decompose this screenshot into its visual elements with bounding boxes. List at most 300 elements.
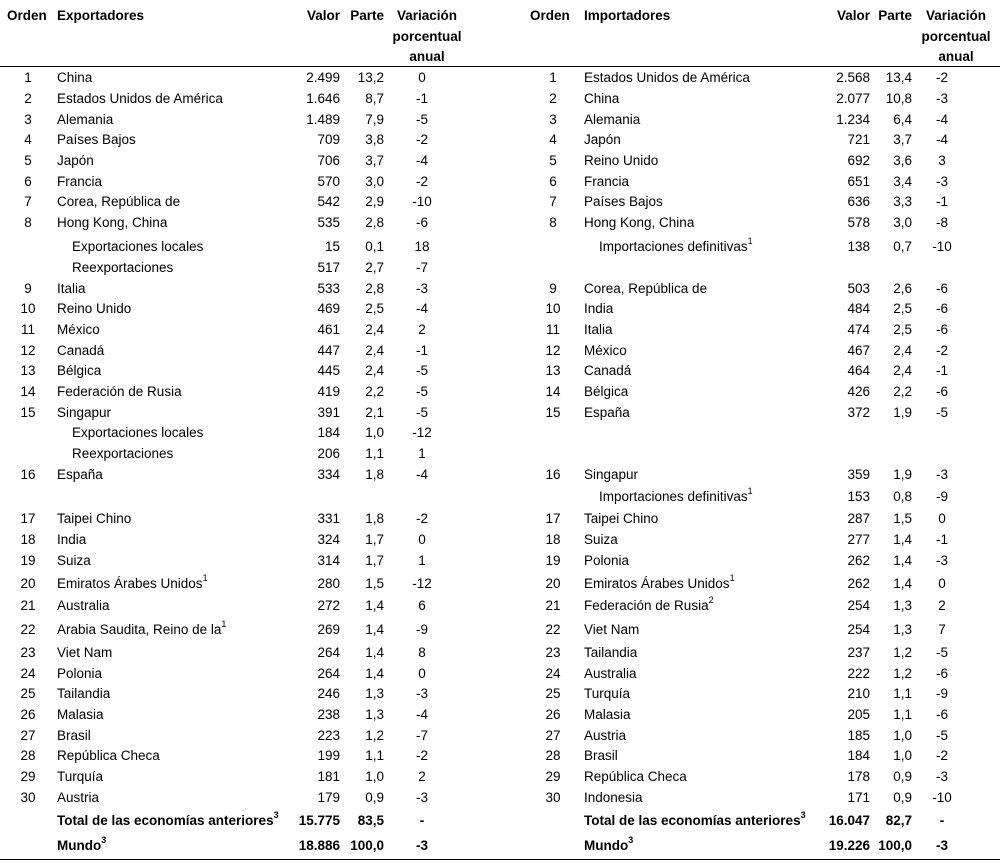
importer-economy-label: Turquía: [584, 686, 631, 701]
exporter-economy-name: [72, 425, 203, 441]
importer-economy-name: [584, 343, 627, 359]
importer-economy-name: [584, 132, 621, 148]
exporter-economy-label: Francia: [57, 174, 103, 189]
exporter-share-cell: 1,4: [365, 622, 384, 637]
exporter-rank-cell: 13: [20, 363, 36, 378]
exporter-change-cell: -3: [415, 686, 428, 701]
importer-share-cell: 1,2: [893, 666, 912, 681]
importer-value-cell: 262: [847, 576, 870, 591]
importer-value-cell: 254: [847, 598, 870, 613]
importer-value-cell: 426: [847, 384, 870, 399]
importer-value-cell: 138: [847, 239, 870, 254]
importer-economy-name: [584, 70, 750, 86]
importer-rank-cell: 24: [545, 666, 561, 681]
exporter-share-cell: 8,7: [365, 91, 384, 106]
exporter-share-cell: 1,4: [365, 598, 384, 613]
exporter-change-cell: -2: [415, 174, 428, 189]
exporter-value-cell: 533: [317, 281, 340, 296]
exporter-share-cell: 2,7: [365, 260, 384, 275]
exporter-change-cell: -5: [415, 363, 428, 378]
importer-rank-cell: 13: [545, 363, 561, 378]
importer-share-cell: 2,4: [893, 343, 912, 358]
importer-value-cell: 372: [847, 405, 870, 420]
exporter-economy-name: [57, 511, 131, 527]
exporter-economy-label: Turquía: [57, 769, 104, 784]
importer-economy-name: [584, 153, 658, 169]
importer-change-cell: -8: [935, 215, 948, 230]
exporter-value-cell: 469: [317, 301, 340, 316]
importer-economy-name: [584, 301, 613, 317]
exporter-economy-label: Reexportaciones: [72, 446, 174, 461]
importer-economy-name: [584, 809, 806, 829]
importer-share-cell: 0,8: [893, 489, 912, 504]
header-parte-left: Parte: [350, 8, 384, 23]
exporter-rank-cell: 25: [20, 686, 36, 701]
importer-change-cell: -1: [935, 363, 948, 378]
importer-economy-name: [584, 281, 707, 297]
importer-economy-name: [584, 384, 628, 400]
importer-rank-cell: 8: [549, 215, 557, 230]
importer-economy-name: [584, 215, 694, 231]
importer-rank-cell: 7: [549, 194, 557, 209]
exporter-change-cell: -7: [415, 728, 428, 743]
importer-change-cell: -3: [935, 467, 948, 482]
exporter-value-cell: 709: [317, 132, 340, 147]
exporter-economy-label: Emiratos Árabes Unidos: [57, 576, 203, 591]
exporter-economy-label: Polonia: [57, 666, 103, 681]
importer-economy-name: [584, 405, 630, 421]
exporter-rank-cell: 28: [20, 748, 36, 763]
importer-change-cell: -5: [935, 645, 948, 660]
exporter-economy-label: China: [57, 70, 93, 85]
exporter-change-cell: -2: [415, 748, 428, 763]
importer-economy-name: [584, 553, 629, 569]
importer-value-cell: 464: [847, 363, 870, 378]
exporter-rank-cell: 1: [24, 70, 32, 85]
importer-share-cell: 1,2: [893, 645, 912, 660]
header-variacion-left-3: anual: [409, 49, 445, 64]
header-valor-left: Valor: [306, 8, 340, 23]
importer-value-cell: 184: [847, 748, 870, 763]
importer-rank-cell: 26: [545, 707, 561, 722]
exporter-share-cell: 2,9: [365, 194, 384, 209]
importer-economy-label: Alemania: [584, 112, 641, 127]
exporter-value-cell: 280: [317, 576, 340, 591]
exporter-share-cell: 1,4: [365, 645, 384, 660]
exporter-share-cell: 1,7: [365, 532, 384, 547]
importer-economy-name: [584, 834, 634, 854]
importer-rank-cell: 15: [545, 405, 561, 420]
exporter-footnote-marker: 1: [221, 618, 227, 629]
exporter-share-cell: 0,1: [365, 239, 384, 254]
exporter-value-cell: 331: [317, 511, 340, 526]
exporter-economy-label: Canadá: [57, 343, 105, 358]
exporter-share-cell: 7,9: [365, 112, 384, 127]
importer-economy-name: [584, 572, 735, 592]
exporter-value-cell: 535: [317, 215, 340, 230]
exporter-share-cell: 1,3: [365, 707, 384, 722]
importer-share-cell: 3,3: [893, 194, 912, 209]
importer-share-cell: 3,7: [893, 132, 912, 147]
exporter-share-cell: 2,8: [365, 281, 384, 296]
importer-share-cell: 1,3: [893, 622, 912, 637]
importer-value-cell: 19.226: [828, 838, 870, 853]
exporter-change-cell: -9: [415, 622, 428, 637]
exporter-rank-cell: 21: [20, 598, 36, 613]
exporter-value-cell: 223: [317, 728, 340, 743]
importer-share-cell: 13,4: [885, 70, 912, 85]
exporter-change-cell: -4: [415, 707, 428, 722]
exporter-value-cell: 184: [317, 425, 340, 440]
exporter-share-cell: 0,9: [365, 790, 384, 805]
importer-share-cell: 0,9: [893, 769, 912, 784]
exporter-economy-label: India: [57, 532, 87, 547]
exporter-share-cell: 1,1: [365, 748, 384, 763]
exporter-economy-label: Arabia Saudita, Reino de la: [57, 622, 222, 637]
importer-rank-cell: 22: [545, 622, 561, 637]
exporter-value-cell: 179: [317, 790, 340, 805]
importer-rank-cell: 5: [549, 153, 557, 168]
importer-value-cell: 210: [847, 686, 870, 701]
importer-economy-label: Canadá: [584, 363, 632, 378]
importer-value-cell: 721: [847, 132, 870, 147]
importer-rank-cell: 3: [549, 112, 557, 127]
exporter-rank-cell: 18: [20, 532, 36, 547]
exporter-rank-cell: 7: [24, 194, 32, 209]
importer-value-cell: 1.234: [836, 112, 870, 127]
exporter-value-cell: 181: [317, 769, 340, 784]
exporter-rank-cell: 22: [20, 622, 36, 637]
importer-change-cell: -3: [935, 838, 948, 853]
importer-change-cell: -6: [935, 707, 948, 722]
importer-share-cell: 1,4: [893, 532, 912, 547]
exporter-footnote-marker: 1: [202, 572, 208, 583]
importer-rank-cell: 27: [545, 728, 561, 743]
exporter-change-cell: 0: [418, 532, 426, 547]
importer-economy-label: Austria: [584, 728, 627, 743]
importer-economy-label: Bélgica: [584, 384, 629, 399]
importer-economy-label: Indonesia: [584, 790, 643, 805]
importer-economy-label: Italia: [584, 322, 613, 337]
importer-share-cell: 3,4: [893, 174, 912, 189]
header-valor-right: Valor: [836, 8, 870, 23]
exporter-rank-cell: 26: [20, 707, 36, 722]
exporter-rank-cell: 2: [24, 91, 32, 106]
importer-change-cell: -4: [935, 132, 948, 147]
importer-value-cell: 474: [847, 322, 870, 337]
importer-economy-label: Singapur: [584, 467, 639, 482]
importer-economy-label: Brasil: [584, 748, 618, 763]
importer-economy-label: Total de las economías anteriores: [584, 813, 801, 828]
importer-value-cell: 237: [847, 645, 870, 660]
importer-change-cell: -4: [935, 112, 948, 127]
exporter-value-cell: 447: [317, 343, 340, 358]
exporter-economy-name: [57, 553, 91, 569]
exporter-rank-cell: 3: [24, 112, 32, 127]
exporter-economy-name: [57, 666, 102, 682]
exporter-value-cell: 706: [317, 153, 340, 168]
exporter-share-cell: 2,1: [365, 405, 384, 420]
importer-economy-label: Mundo: [584, 838, 629, 853]
importer-share-cell: 10,8: [885, 91, 912, 106]
importer-economy-label: Países Bajos: [584, 194, 663, 209]
importer-economy-label: India: [584, 301, 614, 316]
importer-economy-name: [584, 594, 714, 614]
exporter-value-cell: 391: [317, 405, 340, 420]
importer-share-cell: 2,2: [893, 384, 912, 399]
importer-value-cell: 484: [847, 301, 870, 316]
exporter-value-cell: 15: [324, 239, 340, 254]
importer-change-cell: -9: [935, 489, 948, 504]
importer-economy-name: [584, 769, 687, 785]
exporter-rank-cell: 15: [20, 405, 36, 420]
exporter-change-cell: -2: [415, 511, 428, 526]
importer-change-cell: -1: [935, 532, 948, 547]
exporter-economy-name: [57, 363, 101, 379]
importer-economy-name: [584, 194, 663, 210]
exporter-change-cell: -1: [415, 343, 428, 358]
importer-share-cell: 3,0: [893, 215, 912, 230]
importer-share-cell: 1,1: [893, 686, 912, 701]
importer-change-cell: -3: [935, 91, 948, 106]
exporter-economy-name: [57, 153, 94, 169]
exporter-rank-cell: 5: [24, 153, 32, 168]
exporter-economy-label: Exportaciones locales: [72, 239, 204, 254]
importer-change-cell: -3: [935, 769, 948, 784]
importer-economy-name: [584, 728, 626, 744]
importer-rank-cell: 11: [545, 322, 560, 337]
exporter-change-cell: 0: [418, 70, 426, 85]
exporter-change-cell: -3: [415, 281, 428, 296]
exporter-economy-name: [57, 809, 279, 829]
exporter-economy-name: [57, 790, 99, 806]
importer-rank-cell: 2: [549, 91, 557, 106]
exporter-value-cell: 272: [317, 598, 340, 613]
exporter-economy-label: Estados Unidos de América: [57, 91, 223, 106]
exporter-change-cell: -3: [415, 790, 428, 805]
exporter-economy-label: Bélgica: [57, 363, 102, 378]
exporter-footnote-marker: 3: [101, 834, 107, 845]
exporter-rank-cell: 10: [20, 301, 36, 316]
exporter-change-cell: -7: [415, 260, 428, 275]
exporter-economy-label: Total de las economías anteriores: [57, 813, 274, 828]
exporter-value-cell: 517: [317, 260, 340, 275]
exporter-economy-label: Tailandia: [57, 686, 111, 701]
exporter-share-cell: 1,3: [365, 686, 384, 701]
importer-change-cell: -1: [935, 194, 948, 209]
importer-change-cell: -3: [935, 553, 948, 568]
exporter-economy-name: [57, 686, 110, 702]
importer-change-cell: -10: [932, 790, 952, 805]
importer-economy-name: [584, 322, 613, 338]
exporter-economy-label: Taipei Chino: [57, 511, 132, 526]
exporter-change-cell: -5: [415, 384, 428, 399]
exporter-share-cell: 1,5: [365, 576, 384, 591]
importer-share-cell: 1,5: [893, 511, 912, 526]
importer-share-cell: 2,5: [893, 301, 912, 316]
exporter-economy-name: [57, 215, 167, 231]
importer-rank-cell: 21: [545, 598, 561, 613]
importer-share-cell: 2,4: [893, 363, 912, 378]
header-variacion-right-2: porcentual: [921, 29, 991, 44]
exporter-rank-cell: 30: [20, 790, 36, 805]
exporter-change-cell: 1: [418, 446, 426, 461]
exporter-value-cell: 1.489: [306, 112, 340, 127]
exporter-change-cell: 18: [414, 239, 430, 254]
importer-value-cell: 171: [847, 790, 870, 805]
importer-economy-label: Suiza: [584, 532, 618, 547]
importer-economy-label: Corea, República de: [584, 281, 708, 296]
importer-economy-label: España: [584, 405, 630, 420]
exporter-economy-label: Suiza: [57, 553, 91, 568]
header-importadores: Importadores: [584, 8, 671, 23]
importer-economy-label: Japón: [584, 132, 621, 147]
exporter-economy-label: Viet Nam: [57, 645, 113, 660]
exporter-value-cell: 206: [317, 446, 340, 461]
importer-change-cell: -2: [935, 343, 948, 358]
exporter-economy-name: [57, 343, 104, 359]
bottom-rule: [0, 859, 1000, 860]
importer-value-cell: 2.077: [836, 91, 870, 106]
importer-economy-name: [584, 112, 640, 128]
exporter-share-cell: 1,2: [365, 728, 384, 743]
importer-share-cell: 1,9: [893, 467, 912, 482]
exporter-share-cell: 83,5: [357, 813, 384, 828]
exporter-economy-name: [72, 260, 173, 276]
importer-rank-cell: 17: [545, 511, 561, 526]
importer-value-cell: 205: [847, 707, 870, 722]
importer-change-cell: -: [939, 813, 945, 828]
exporter-value-cell: 334: [317, 467, 340, 482]
importer-footnote-marker: 1: [747, 485, 753, 496]
exporter-economy-name: [57, 132, 136, 148]
importer-footnote-marker: 3: [628, 834, 634, 845]
exporter-value-cell: 199: [317, 748, 340, 763]
exporter-change-cell: 1: [418, 553, 426, 568]
importer-economy-name: [584, 790, 643, 806]
exporter-change-cell: -4: [415, 301, 428, 316]
importer-value-cell: 178: [847, 769, 870, 784]
importer-share-cell: 82,7: [885, 813, 912, 828]
exporter-value-cell: 269: [317, 622, 340, 637]
exporter-share-cell: 100,0: [350, 838, 384, 853]
exporter-economy-name: [57, 467, 103, 483]
importer-rank-cell: 4: [549, 132, 557, 147]
importer-economy-name: [584, 666, 637, 682]
exporter-rank-cell: 4: [24, 132, 32, 147]
exporter-footnote-marker: 3: [273, 809, 279, 820]
exporter-value-cell: 246: [317, 686, 340, 701]
importer-share-cell: 1,3: [893, 598, 912, 613]
importer-value-cell: 222: [847, 666, 870, 681]
exporter-value-cell: 2.499: [306, 70, 340, 85]
importer-economy-name: [599, 485, 753, 505]
exporter-change-cell: 0: [418, 666, 426, 681]
importer-share-cell: 100,0: [878, 838, 912, 853]
header-variacion-right-1: Variación: [925, 8, 987, 23]
exporter-economy-label: Mundo: [57, 838, 102, 853]
exporter-economy-name: [57, 322, 100, 338]
exporter-change-cell: -: [419, 813, 425, 828]
header-exportadores: Exportadores: [57, 8, 145, 23]
importer-share-cell: 0,7: [893, 239, 912, 254]
exporter-economy-name: [72, 446, 173, 462]
importer-change-cell: -6: [935, 322, 948, 337]
importer-change-cell: 0: [938, 511, 946, 526]
importer-economy-label: Importaciones definitivas: [599, 239, 748, 254]
importer-change-cell: 3: [938, 153, 946, 168]
importer-change-cell: 0: [938, 576, 946, 591]
importer-economy-name: [584, 174, 629, 190]
exporter-economy-name: [57, 618, 227, 638]
exporter-share-cell: 2,4: [365, 363, 384, 378]
exporter-economy-label: Alemania: [57, 112, 114, 127]
importer-rank-cell: 23: [545, 645, 561, 660]
exporter-value-cell: 314: [317, 553, 340, 568]
exporter-economy-name: [57, 281, 86, 297]
importer-economy-name: [584, 363, 631, 379]
exporter-share-cell: 1,8: [365, 511, 384, 526]
exporter-rank-cell: 23: [20, 645, 36, 660]
exporter-value-cell: 570: [317, 174, 340, 189]
exporter-share-cell: 1,4: [365, 666, 384, 681]
importer-share-cell: 0,9: [893, 790, 912, 805]
importer-economy-name: [584, 748, 618, 764]
exporter-share-cell: 2,5: [365, 301, 384, 316]
exporter-change-cell: -3: [415, 838, 428, 853]
importer-rank-cell: 20: [545, 576, 561, 591]
exporter-economy-label: Italia: [57, 281, 86, 296]
exporter-change-cell: -12: [412, 425, 432, 440]
importer-rank-cell: 29: [545, 769, 561, 784]
exporter-change-cell: -5: [415, 405, 428, 420]
exporter-economy-label: Austria: [57, 790, 100, 805]
importer-value-cell: 254: [847, 622, 870, 637]
header-variacion-right-3: anual: [938, 49, 974, 64]
exporter-change-cell: -4: [415, 467, 428, 482]
exporter-economy-name: [57, 645, 112, 661]
exporter-share-cell: 13,2: [357, 70, 384, 85]
header-orden-left: Orden: [7, 8, 47, 23]
exporter-share-cell: 1,7: [365, 553, 384, 568]
importer-economy-name: [584, 532, 618, 548]
exporter-change-cell: 8: [418, 645, 426, 660]
exporter-economy-label: Países Bajos: [57, 132, 136, 147]
exporter-value-cell: 419: [317, 384, 340, 399]
exporter-value-cell: 1.646: [306, 91, 340, 106]
exporter-change-cell: -5: [415, 112, 428, 127]
importer-rank-cell: 19: [545, 553, 561, 568]
importer-rank-cell: 30: [545, 790, 561, 805]
importer-share-cell: 1,0: [893, 748, 912, 763]
importer-economy-label: República Checa: [584, 769, 687, 784]
importer-share-cell: 2,6: [893, 281, 912, 296]
exporter-economy-name: [57, 301, 131, 317]
importer-value-cell: 636: [847, 194, 870, 209]
header-variacion-left-2: porcentual: [392, 29, 462, 44]
importer-value-cell: 287: [847, 511, 870, 526]
importer-economy-name: [584, 511, 658, 527]
importer-share-cell: 2,5: [893, 322, 912, 337]
exporter-economy-label: Australia: [57, 598, 110, 613]
header-variacion-left-1: Variación: [396, 8, 458, 23]
importer-economy-label: Hong Kong, China: [584, 215, 695, 230]
exporter-change-cell: -2: [415, 132, 428, 147]
importer-rank-cell: 16: [545, 467, 561, 482]
importer-economy-label: Estados Unidos de América: [584, 70, 750, 85]
exporter-economy-label: Reexportaciones: [72, 260, 174, 275]
exporter-economy-label: España: [57, 467, 103, 482]
